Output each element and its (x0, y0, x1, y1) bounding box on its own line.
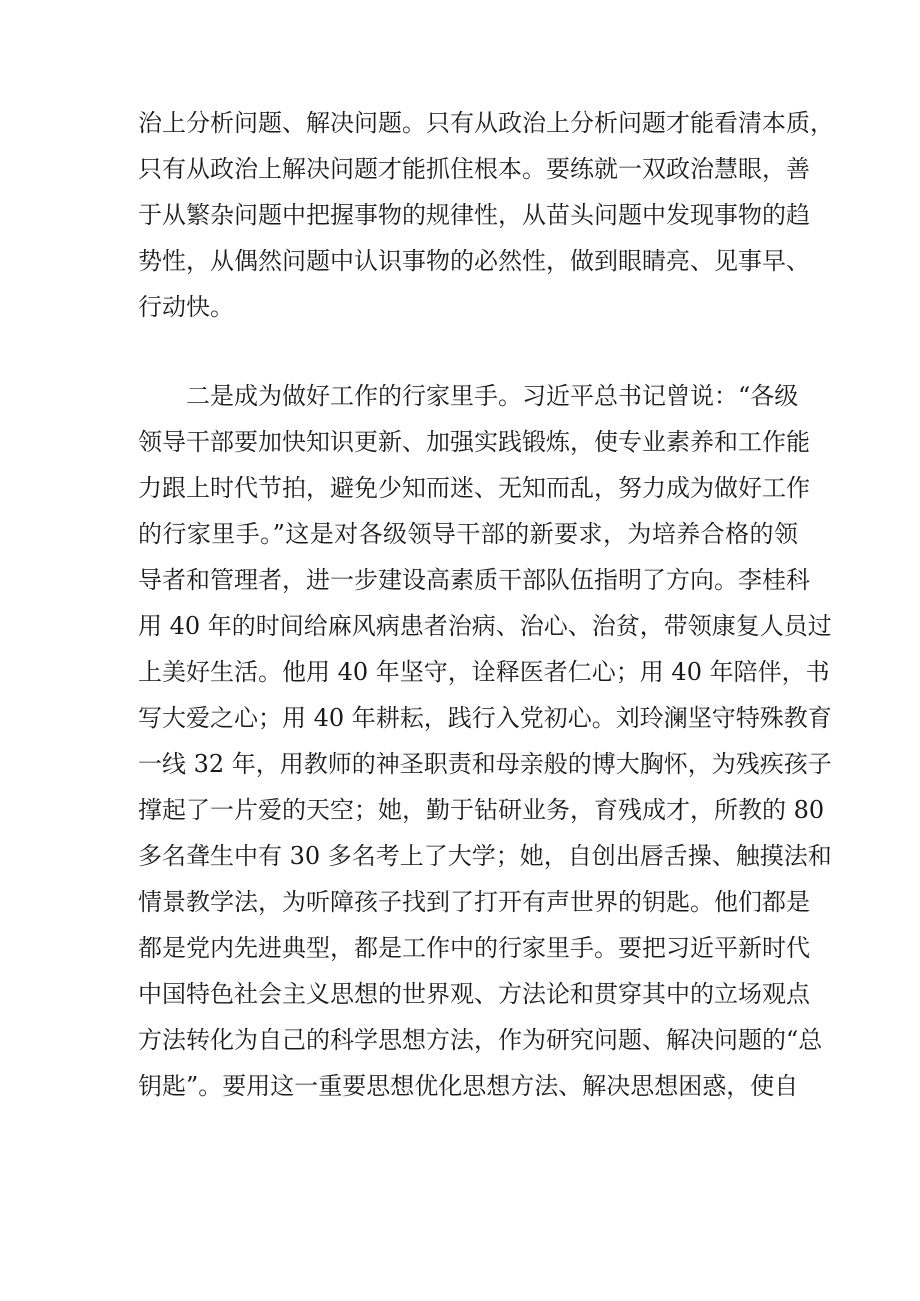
paragraph-2-line-9: 一线 32 年，用教师的神圣职责和母亲般的博大胸怀，为残疾孩子 (138, 750, 832, 778)
paragraph-1-line-1: 治上分析问题、解决问题。只有从政治上分析问题才能看清本质， (138, 109, 834, 137)
paragraph-2-line-5: 导者和管理者，进一步建设高素质干部队伍指明了方向。李桂科 (138, 566, 810, 594)
paragraph-2-line-4: 的行家里手。”这是对各级领导干部的新要求，为培养合格的领 (138, 520, 798, 548)
paragraph-2-line-16: 钥匙”。要用这一重要思想优化思想方法、解决思想困惑，使自 (138, 1072, 799, 1100)
paragraph-1-line-4: 势性，从偶然问题中认识事物的必然性，做到眼睛亮、见事早、 (138, 247, 810, 275)
paragraph-2-line-10: 撑起了一片爱的天空；她，勤于钻研业务，育残成才，所教的 80 (138, 796, 825, 824)
paragraph-2-line-1: 二是成为做好工作的行家里手。习近平总书记曾说：“各级 (186, 382, 799, 410)
paragraph-2-line-6: 用 40 年的时间给麻风病患者治病、治心、治贫，带领康复人员过 (138, 612, 832, 640)
paragraph-2-line-7: 上美好生活。他用 40 年坚守，诠释医者仁心；用 40 年陪伴，书 (138, 658, 830, 686)
paragraph-1-line-2: 只有从政治上解决问题才能抓住根本。要练就一双政治慧眼，善 (138, 155, 810, 183)
paragraph-1-line-3: 于从繁杂问题中把握事物的规律性，从苗头问题中发现事物的趋 (138, 201, 810, 229)
paragraph-2-line-3: 力跟上时代节拍，避免少知而迷、无知而乱，努力成为做好工作 (138, 474, 810, 502)
paragraph-2-line-11: 多名聋生中有 30 多名考上了大学；她，自创出唇舌操、触摸法和 (138, 842, 832, 870)
paragraph-2-line-15: 方法转化为自己的科学思想方法，作为研究问题、解决问题的“总 (138, 1026, 823, 1054)
paragraph-2-line-2: 领导干部要加快知识更新、加强实践锻炼，使专业素养和工作能 (138, 428, 810, 456)
paragraph-2-line-8: 写大爱之心；用 40 年耕耘，践行入党初心。刘玲澜坚守特殊教育 (138, 704, 832, 732)
paragraph-1-line-5: 行动快。 (138, 293, 234, 321)
paragraph-2-line-12: 情景教学法，为听障孩子找到了打开有声世界的钥匙。他们都是 (138, 888, 810, 916)
paragraph-2-line-14: 中国特色社会主义思想的世界观、方法论和贯穿其中的立场观点 (138, 980, 810, 1008)
paragraph-2-line-13: 都是党内先进典型，都是工作中的行家里手。要把习近平新时代 (138, 934, 810, 962)
